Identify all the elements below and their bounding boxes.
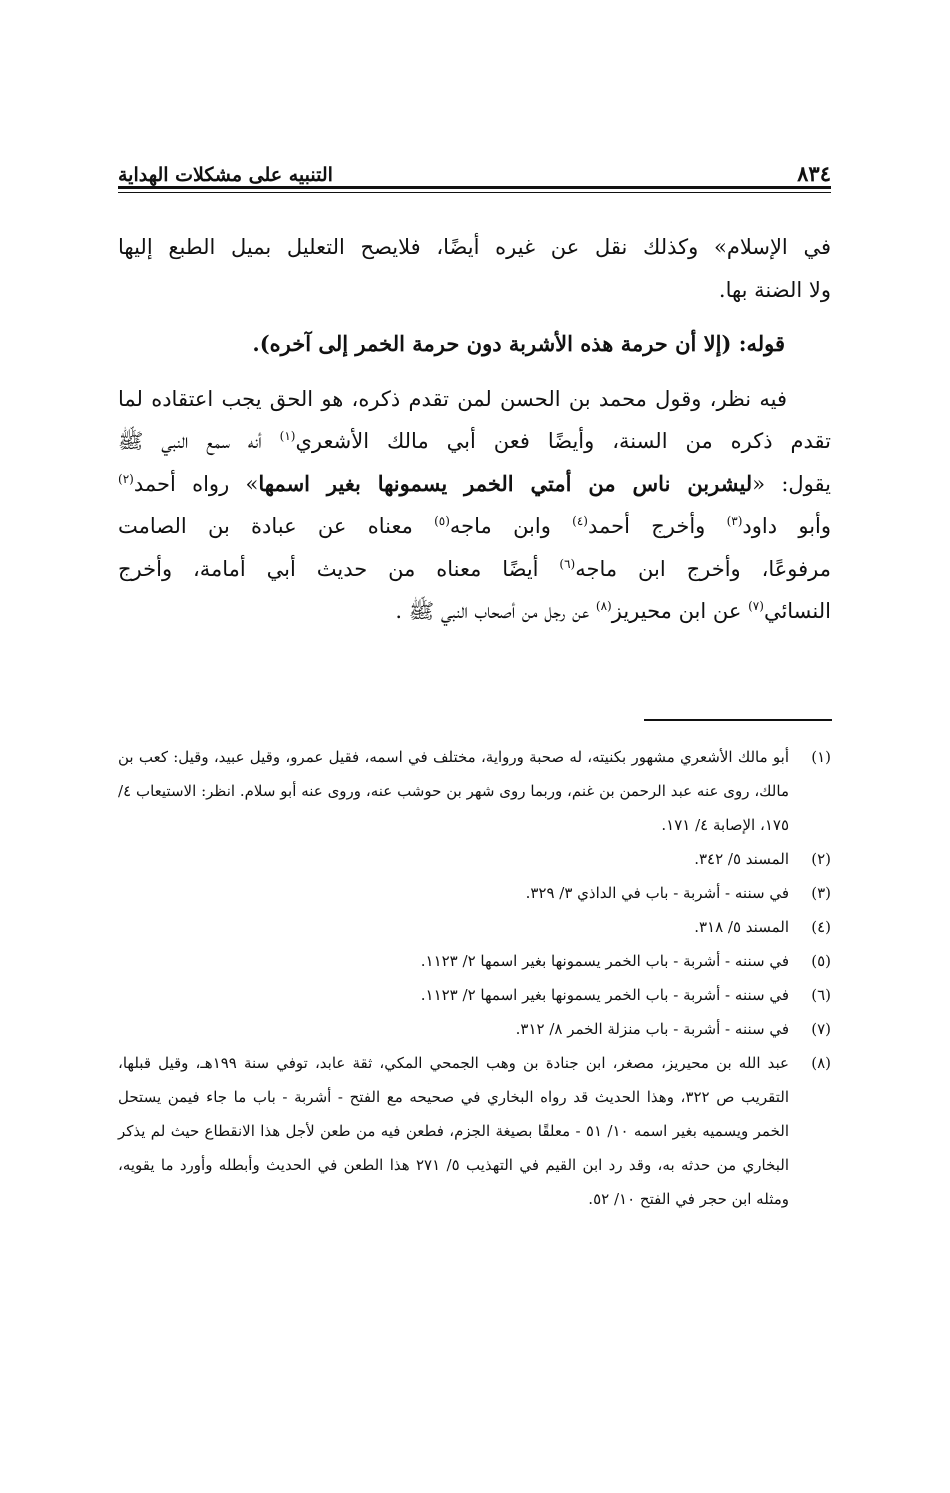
text-line: في الإسلام» وكذلك نقل عن غيره أيضًا، فلايصح التعليل بميل الطبع إليها	[118, 235, 831, 259]
footnote-marker: (٢)	[811, 850, 831, 868]
hadith-quote: ليشربن ناس من أمتي الخمر يسمونها بغير اسمها	[258, 470, 753, 496]
text-span: عن رجل من أصحاب النبي ﷺ .	[395, 599, 596, 623]
running-title: التنبيه على مشكلات الهداية	[118, 164, 333, 186]
text-span: وأخرج أحمد	[587, 514, 727, 538]
footnote-separator	[644, 719, 832, 721]
text-span: » رواه أحمد	[133, 471, 259, 496]
footnote-ref: (٤)	[572, 514, 588, 528]
footnote-ref: (٦)	[559, 556, 576, 571]
text-span: يقول: «	[752, 471, 831, 496]
text-line: ولا الضنة بها.	[718, 277, 831, 302]
text-span: معناه عن عبادة بن الصامت	[118, 514, 435, 538]
footnote-text: في سننه - أشربة - باب منزلة الخمر ٨/ ٣١٢.	[515, 1020, 789, 1038]
footnote-ref: (٥)	[434, 514, 450, 528]
text-span: عن ابن محيريز	[611, 599, 749, 623]
footnote-text: المسند ٥/ ٣١٨.	[694, 918, 789, 936]
footnote-marker: (٧)	[811, 1020, 831, 1038]
header-rule-thin	[118, 192, 831, 193]
text-span: تقدم ذكره من السنة، وأيضًا فعن أبي مالك الأشعري	[295, 429, 832, 453]
page-header	[118, 150, 831, 186]
text-span: وابن ماجه	[449, 514, 573, 538]
text-line	[118, 463, 831, 506]
footnote-text: عبد الله بن محيريز، مصغر، ابن جنادة بن وهب الجمحي المكي، ثقة عابد، توفي سنة ١٩٩هـ، وقيل قبلها، التقريب ص ٣٢٢، وهذا الحديث قد رواه البخاري في صحيحه مع الفتح - أشربة - باب ما جاء فيمن يستحل الخمر ويسميه بغير اسمه ١٠/ ٥١ - معلقًا بصيغة الجزم، فطعن فيه من طعن لأجل هذا الانقطاع حيث لم يذكر البخاري من حدثه به، وقد رد ابن القيم في التهذيب ٥/ ٢٧١ هذا الطعن في الحديث وأبطله وأورد ما يقويه، ومثله ابن حجر في الفتح ١٠/ ٥٢.	[118, 1054, 789, 1208]
text-span: أيضًا معناه من حديث أبي أمامة، وأخرج	[118, 556, 560, 581]
section-heading: قوله: (إلا أن حرمة هذه الأشربة دون حرمة الخمر إلى آخره).	[252, 331, 785, 356]
footnotes	[118, 740, 831, 1216]
footnote-ref: (٢)	[118, 471, 134, 486]
footnote	[118, 944, 831, 978]
page-number: ٨٣٤	[797, 161, 831, 186]
footnote-marker: (٦)	[811, 986, 831, 1004]
text-line	[118, 548, 831, 591]
text-span: أنه سمع النبي ﷺ	[118, 429, 280, 453]
footnote	[118, 910, 831, 944]
footnote-text: المسند ٥/ ٣٤٢.	[694, 850, 789, 868]
footnote-marker: (٨)	[811, 1054, 831, 1072]
text-span: وأبو داود	[742, 514, 832, 538]
footnote-ref: (٧)	[748, 599, 764, 613]
footnote-marker: (٤)	[811, 918, 831, 936]
footnote	[118, 1046, 831, 1216]
footnote-ref: (٨)	[595, 599, 612, 613]
text-span: مرفوعًا، وأخرج ابن ماجه	[575, 556, 831, 581]
footnote-text: في سننه - أشربة - باب في الداذي ٣/ ٣٢٩.	[525, 884, 789, 902]
footnote-ref: (١)	[279, 429, 296, 443]
footnote-marker: (١)	[811, 748, 831, 766]
footnote-text: في سننه - أشربة - باب الخمر يسمونها بغير اسمها ٢/ ١١٢٣.	[420, 952, 789, 970]
footnote-ref: (٣)	[726, 514, 743, 528]
text-line	[118, 505, 831, 548]
footnote-marker: (٥)	[811, 952, 831, 970]
footnote-text: أبو مالك الأشعري مشهور بكنيته، له صحبة ورواية، مختلف في اسمه، فقيل عمرو، وقيل عبيد، وقيل: كعب بن مالك، روى عنه عبد الرحمن بن غنم، وربما روى شهر بن حوشب عنه، وروى عنه أبو سلام. انظر: الاستيعاب ٤/ ١٧٥، الإصابة ٤/ ١٧١.	[118, 748, 789, 834]
main-text	[118, 226, 831, 633]
footnote-marker: (٣)	[811, 884, 831, 902]
header-rule-thick	[118, 186, 831, 189]
footnote	[118, 1012, 831, 1046]
text-span: النسائي	[763, 599, 831, 623]
footnote	[118, 740, 831, 842]
text-line	[118, 420, 831, 463]
footnote	[118, 876, 831, 910]
footnote-text: في سننه - أشربة - باب الخمر يسمونها بغير اسمها ٢/ ١١٢٣.	[420, 986, 789, 1004]
text-line	[118, 590, 831, 633]
footnote	[118, 842, 831, 876]
text-line: فيه نظر، وقول محمد بن الحسن لمن تقدم ذكره، هو الحق يجب اعتقاده لما	[118, 386, 787, 411]
footnote	[118, 978, 831, 1012]
